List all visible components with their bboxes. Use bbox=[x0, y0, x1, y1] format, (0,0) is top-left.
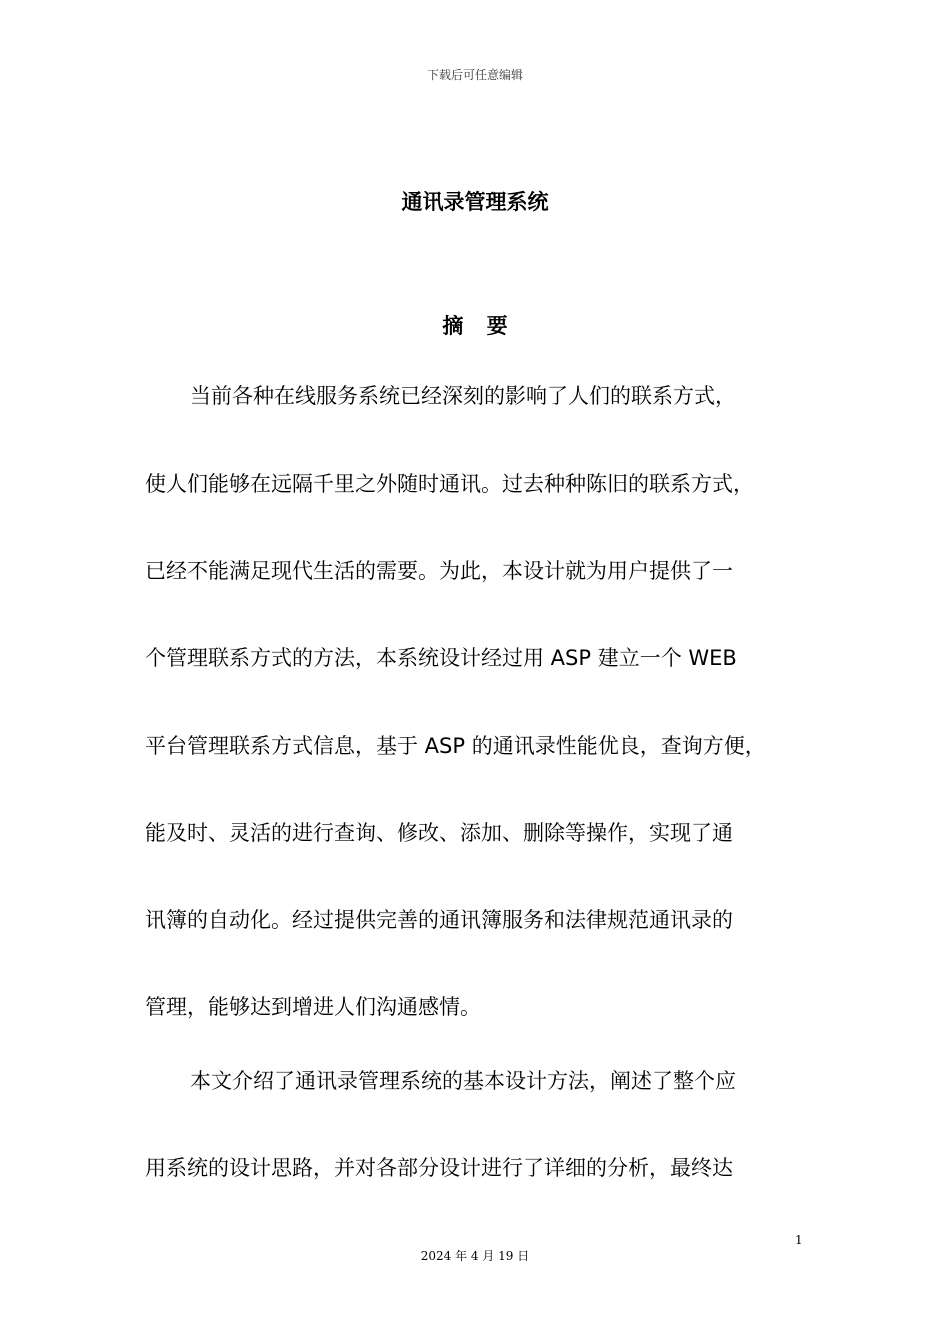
abstract-line: 本文介绍了通讯录管理系统的基本设计方法，阐述了整个应 bbox=[190, 1069, 736, 1093]
footer-date: 2024 年 4 月 19 日 bbox=[420, 1249, 530, 1263]
abstract-line: 个管理联系方式的方法，本系统设计经过用 ASP 建立一个 WEB bbox=[145, 646, 737, 670]
abstract-heading: 摘 要 bbox=[442, 314, 516, 338]
abstract-line: 当前各种在线服务系统已经深刻的影响了人们的联系方式， bbox=[190, 384, 736, 408]
document-title: 通讯录管理系统 bbox=[401, 190, 549, 214]
page-number: 1 bbox=[795, 1233, 803, 1247]
abstract-line: 已经不能满足现代生活的需要。为此，本设计就为用户提供了一 bbox=[145, 559, 733, 583]
abstract-line: 平台管理联系方式信息，基于 ASP 的通讯录性能优良，查询方便， bbox=[145, 734, 766, 758]
abstract-line: 讯簿的自动化。经过提供完善的通讯簿服务和法律规范通讯录的 bbox=[145, 908, 733, 932]
header-note: 下载后可任意编辑 bbox=[426, 68, 523, 82]
abstract-line: 管理，能够达到增进人们沟通感情。 bbox=[145, 995, 481, 1019]
abstract-line: 用系统的设计思路，并对各部分设计进行了详细的分析，最终达 bbox=[145, 1156, 733, 1180]
abstract-line: 能及时、灵活的进行查询、修改、添加、删除等操作，实现了通 bbox=[145, 821, 733, 845]
abstract-line: 使人们能够在远隔千里之外随时通讯。过去种种陈旧的联系方式， bbox=[145, 472, 754, 496]
